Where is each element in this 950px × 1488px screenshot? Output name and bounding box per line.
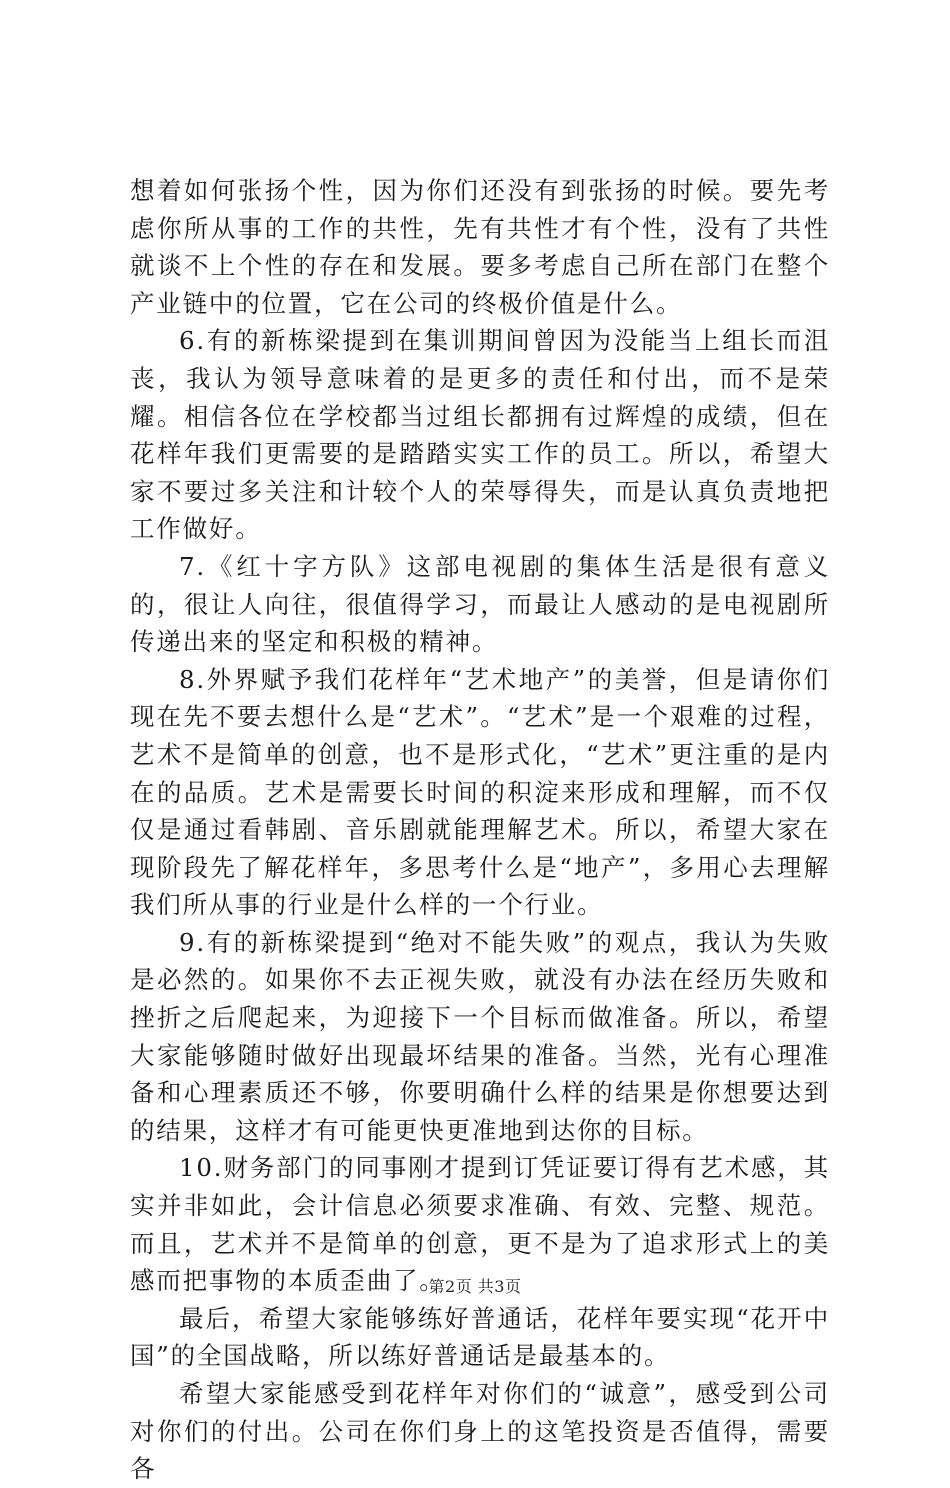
paragraph-item-6: 6.有的新栋梁提到在集训期间曾因为没能当上组长而沮丧，我认为领导意味着的是更多的责任和付出，而不是荣耀。相信各位在学校都当过组长都拥有过辉煌的成绩，但在花样年我们更需要的是踏踏实实工作的员工。所以，希望大家不要过多关注和计较个人的荣辱得失，而是认真负责地把工作做好。 [130,326,830,544]
paragraph-item-9: 9.有的新栋梁提到“绝对不能失败”的观点，我认为失败是必然的。如果你不去正视失败，就没有办法在经历失败和挫折之后爬起来，为迎接下一个目标而做准备。所以，希望大家能够随时做好出现最坏结果的准备。当然，光有心理准备和心理素质还不够，你要明确什么样的结果是你想要达到的结果，这样才有可能更快更准地到达你的目标。 [130,927,830,1145]
paragraph-closing-mandarin: 最后，希望大家能够练好普通话，花样年要实现“花开中国”的全国战略，所以练好普通话是最基本的。 [130,1303,830,1371]
paragraph-item-7: 7.《红十字方队》这部电视剧的集体生活是很有意义的，很让人向往，很值得学习，而最让人感动的是电视剧所传递出来的坚定和积极的精神。 [130,551,830,657]
paragraph-item-10: 10.财务部门的同事刚才提到订凭证要订得有艺术感，其实并非如此，会计信息必须要求准确、有效、完整、规范。而且，艺术并不是简单的创意，更不是为了追求形式上的美感而把事物的本质歪曲了。 [130,1153,830,1296]
paragraph-item-8: 8.外界赋予我们花样年“艺术地产”的美誉，但是请你们现在先不要去想什么是“艺术”。“艺术”是一个艰难的过程，艺术不是简单的创意，也不是形式化，“艺术”更注重的是内在的品质。艺术是需要长时间的积淀来形成和理解，而不仅仅是通过看韩剧、音乐剧就能理解艺术。所以，希望大家在现阶段先了解花样年，多思考什么是“地产”，多用心去理解我们所从事的行业是什么样的一个行业。 [130,664,830,920]
page-number-footer: 第2页 共3页 [428,1277,522,1296]
paragraph-closing-sincerity: 希望大家能感受到花样年对你们的“诚意”，感受到公司对你们的付出。公司在你们身上的这笔投资是否值得，需要各 [130,1379,830,1484]
paragraph-continuation: 想着如何张扬个性，因为你们还没有到张扬的时候。要先考虑你所从事的工作的共性，先有共性才有个性，没有了共性就谈不上个性的存在和发展。要多考虑自己所在部门在整个产业链中的位置，它在公司的终极价值是什么。 [130,176,830,318]
